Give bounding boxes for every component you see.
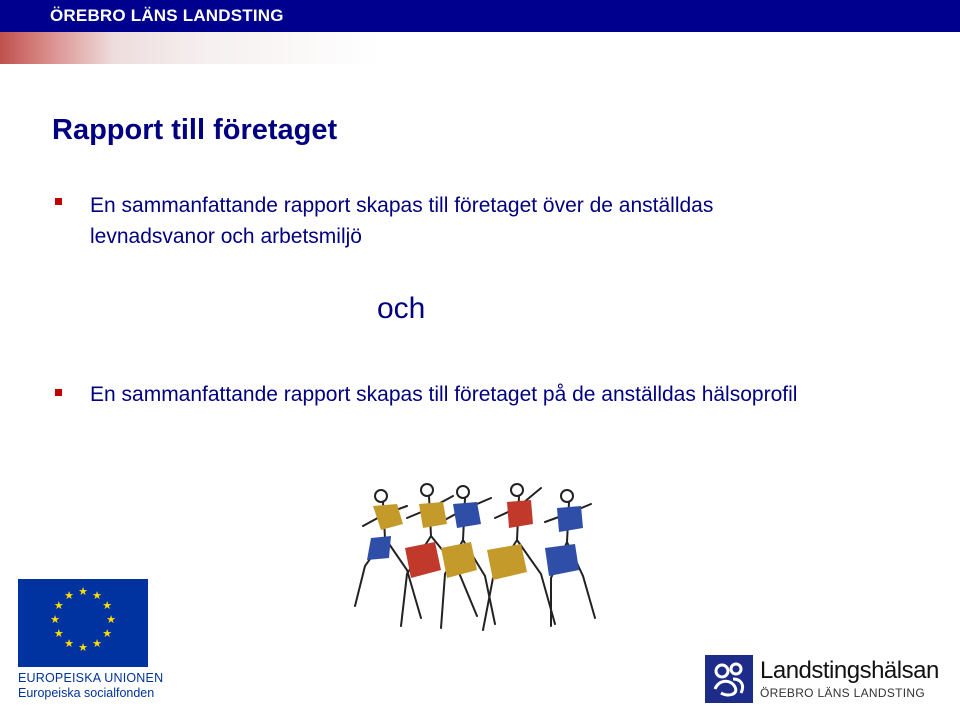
eu-star-icon: ★ (92, 638, 102, 651)
eu-star-icon: ★ (78, 642, 88, 654)
eu-star-icon: ★ (50, 614, 60, 626)
eu-line2: Europeiska socialfonden (18, 686, 155, 700)
header-bar (0, 0, 960, 32)
bullet-text-2-line1: En sammanfattande rapport skapas till företaget på de anställdas hälsoprofil (90, 383, 798, 406)
eu-stars-icon (18, 579, 148, 667)
slide-title: Rapport till företaget (52, 114, 338, 146)
eu-line1: EUROPEISKA UNIONEN (18, 671, 164, 685)
runners-illustration (345, 478, 600, 638)
eu-star-icon: ★ (92, 589, 102, 602)
eu-flag (18, 579, 148, 667)
eu-star-icon: ★ (78, 586, 88, 598)
eu-star-icon: ★ (53, 600, 64, 612)
bullet-text-1-line2: levnadsvanor och arbetsmiljö (90, 225, 362, 248)
eu-star-icon: ★ (53, 628, 64, 640)
landstingshalsan-logo-icon (705, 655, 753, 703)
eu-star-icon: ★ (64, 638, 74, 651)
bullet-text-1 (90, 190, 713, 252)
bullet-marker-1 (55, 198, 62, 205)
header-stripe (0, 32, 380, 64)
eu-star-icon: ★ (106, 614, 116, 626)
header-org-name: ÖREBRO LÄNS LANDSTING (50, 6, 284, 25)
bullet-marker-2 (55, 389, 62, 396)
bullet-text-1-line1: En sammanfattande rapport skapas till företaget över de anställdas (90, 194, 714, 217)
landstingshalsan-name: Landstingshälsan (760, 657, 939, 684)
eu-star-icon: ★ (102, 628, 113, 640)
eu-star-icon: ★ (64, 589, 74, 602)
landstingshalsan-sub: ÖREBRO LÄNS LANDSTING (760, 686, 926, 700)
bullet-text-2 (90, 379, 797, 410)
eu-star-icon: ★ (102, 600, 113, 612)
connector-text: och (377, 292, 426, 325)
